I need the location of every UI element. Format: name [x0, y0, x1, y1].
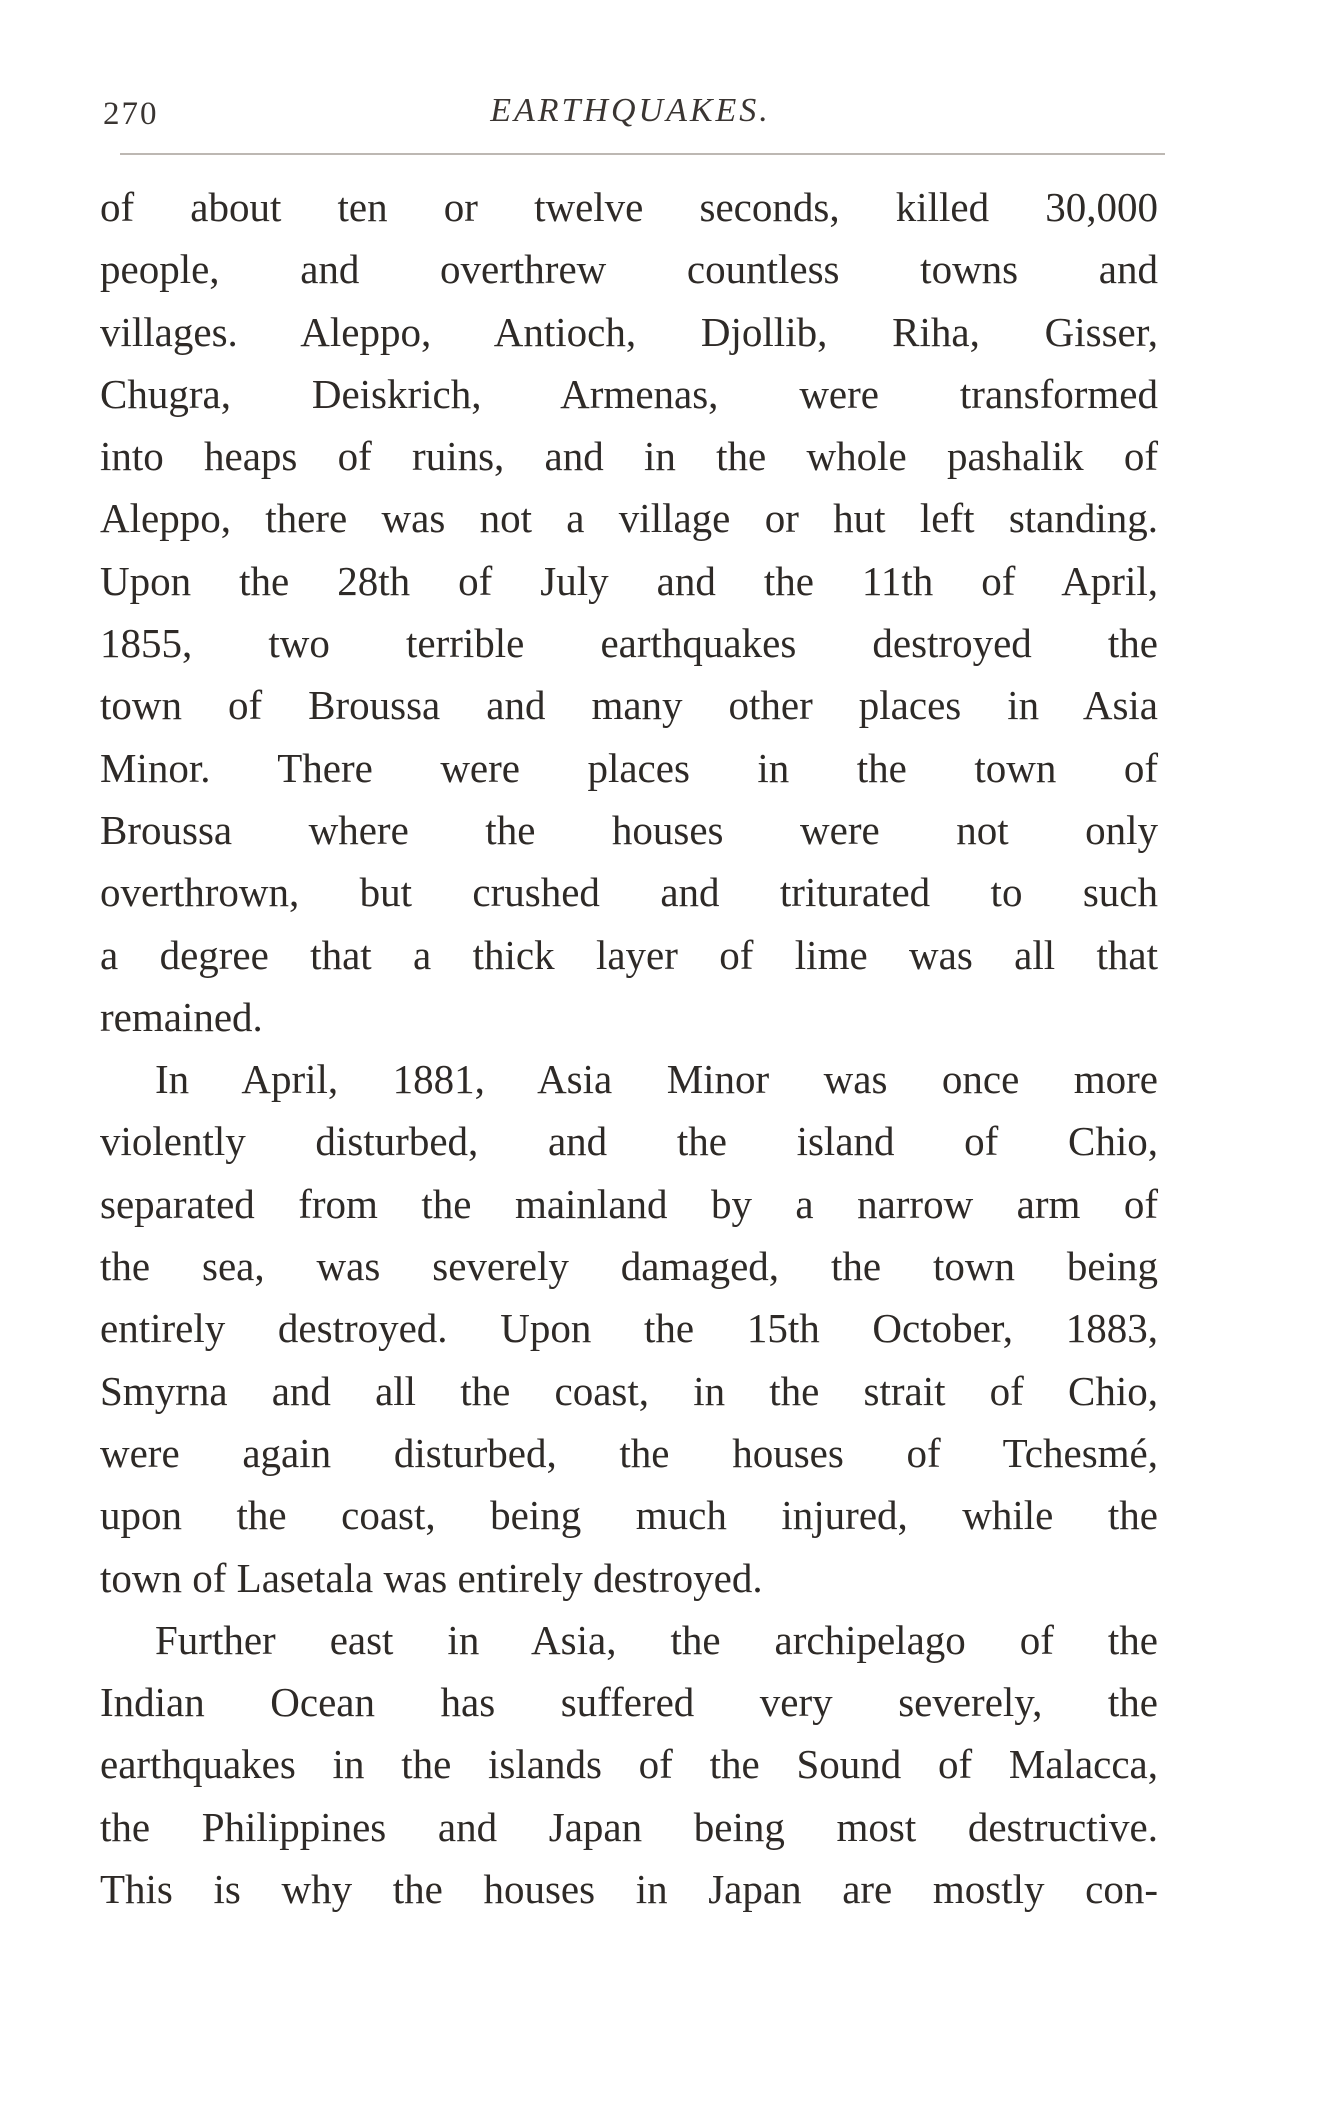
text-line: into heaps of ruins, and in the whole pashalik of — [100, 433, 1158, 480]
text-line: Smyrna and all the coast, in the strait of Chio, — [100, 1367, 1158, 1414]
paragraph-end-line: town of Lasetala was entirely destroyed. — [100, 1554, 763, 1601]
body-text — [100, 176, 1158, 1920]
text-line: overthrown, but crushed and triturated to such — [100, 869, 1158, 916]
text-line: the Philippines and Japan being most destructive. — [100, 1803, 1158, 1850]
text-line: violently disturbed, and the island of Chio, — [100, 1118, 1158, 1165]
running-head — [103, 72, 1158, 132]
text-line: Aleppo, there was not a village or hut left standing. — [100, 495, 1158, 542]
header-rule — [120, 153, 1165, 155]
page-number: 270 — [103, 96, 159, 132]
text-line: villages. Aleppo, Antioch, Djollib, Riha, Gisser, — [100, 308, 1158, 355]
text-line: Chugra, Deiskrich, Armenas, were transformed — [100, 370, 1158, 417]
paragraph-end-line: remained. — [100, 993, 263, 1040]
text-line: upon the coast, being much injured, while the — [100, 1492, 1158, 1539]
paragraph-start-line: In April, 1881, Asia Minor was once more — [155, 1056, 1158, 1103]
text-line: earthquakes in the islands of the Sound of Malacca, — [100, 1741, 1158, 1788]
text-line: the sea, was severely damaged, the town being — [100, 1243, 1158, 1290]
text-line: This is why the houses in Japan are mostly con- — [100, 1866, 1158, 1913]
text-line: Indian Ocean has suffered very severely, the — [100, 1679, 1158, 1726]
text-line: of about ten or twelve seconds, killed 30,000 — [100, 184, 1158, 230]
running-title: EARTHQUAKES. — [490, 92, 771, 129]
text-line: entirely destroyed. Upon the 15th October, 1883, — [100, 1305, 1158, 1352]
text-line: Minor. There were places in the town of — [100, 744, 1158, 791]
text-line: separated from the mainland by a narrow arm of — [100, 1180, 1158, 1227]
text-line: Upon the 28th of July and the 11th of April, — [100, 557, 1158, 604]
text-line: 1855, two terrible earthquakes destroyed the — [100, 620, 1158, 667]
paragraph-start-line: Further east in Asia, the archipelago of the — [155, 1616, 1158, 1663]
text-line: people, and overthrew countless towns and — [100, 246, 1158, 293]
text-line: were again disturbed, the houses of Tchesmé, — [100, 1429, 1158, 1476]
text-line: a degree that a thick layer of lime was all that — [100, 931, 1158, 978]
text-line: Broussa where the houses were not only — [100, 806, 1158, 853]
text-line: town of Broussa and many other places in Asia — [100, 682, 1158, 729]
